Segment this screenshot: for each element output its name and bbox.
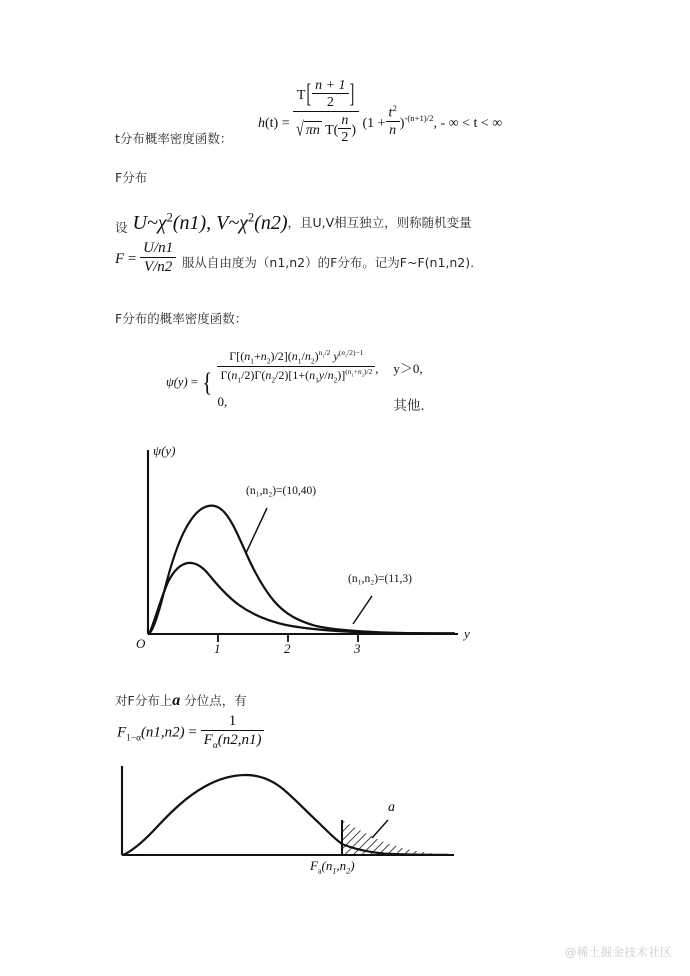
f-ratio-formula	[115, 240, 180, 276]
t-density-den-fraction	[338, 113, 351, 145]
f-density-branch2-value: 0,	[217, 393, 228, 409]
f-density-branch1-denominator: $\Gamma(n_1/2)\Gamma(n_2/2)[1+(n_1y/n_2)]^{(n_1+n_2)/2}$	[217, 366, 375, 384]
f-ratio-equals: =	[127, 251, 137, 268]
f-symbol: F	[115, 251, 125, 268]
f-density-x-axis-label: y	[464, 626, 470, 641]
t-density-caption: t分布概率密度函数：	[115, 131, 233, 146]
f-definition-tail-2: 服从自由度为（n1,n2）的F分布。记为F~F(n1,n2).	[181, 255, 475, 271]
f-density-origin-label: O	[136, 636, 146, 651]
alpha-caption-symbol: a	[172, 692, 181, 709]
annotation-10-40: (n₁,n₂)=(10,40)	[246, 485, 317, 497]
alpha-x-mark-f: F	[310, 858, 318, 873]
alpha-x-mark-arg: $(n_1,n_2)$	[321, 858, 355, 876]
f-density-chart	[120, 440, 490, 655]
alpha-tail-chart	[110, 758, 460, 883]
t-density-sqrt-arg: πn	[305, 123, 320, 139]
f-definition-tail-1: ，且U,V相互独立，则称随机变量	[287, 214, 472, 230]
alpha-caption-post: 分位点，有	[184, 693, 247, 708]
t-density-range: , - ∞ < t < ∞	[433, 115, 503, 131]
f-definition-chi-expression	[128, 212, 288, 234]
f-density-formula	[165, 348, 426, 417]
t-density-factor-open: (1 +	[362, 115, 386, 131]
piecewise-brace-icon: {	[202, 367, 213, 397]
t-density-factor-den: n	[386, 121, 400, 138]
chi-u: U~χ	[132, 211, 167, 234]
alpha-formula-denominator	[201, 730, 265, 751]
annotation-11-3: (n₁,n₂)=(11,3)	[348, 573, 412, 585]
f-ratio-numerator: U/n1	[143, 240, 174, 256]
alpha-quantile-caption	[115, 692, 247, 711]
alpha-tail-figure	[110, 758, 460, 883]
t-density-numerator	[293, 78, 359, 111]
t-density-formula	[258, 78, 502, 145]
alpha-formula-den-f: F	[203, 732, 213, 749]
x-tick-label-2: 2	[284, 641, 291, 656]
chi-u-arg: (n1),	[172, 211, 212, 234]
x-tick-label-1: 1	[214, 641, 221, 656]
f-definition-line-1	[115, 210, 472, 237]
t-density-equals: =	[281, 115, 290, 131]
f-density-branch2-condition: 其他.	[393, 397, 425, 414]
f-density-lhs: ψ(y)	[166, 375, 188, 390]
t-density-denominator: √ πn T( $\frac{n}{2}$ )	[293, 111, 359, 145]
t-density-main-fraction	[293, 78, 359, 145]
leader-line-11-3	[353, 596, 372, 624]
t-density-factor-num-base: t	[388, 105, 393, 121]
bracket-open-icon: [	[306, 81, 312, 110]
leader-line-10-40	[246, 508, 267, 553]
alpha-quantile-formula	[117, 713, 264, 751]
f-density-branch1-condition: y＞0,	[393, 360, 423, 376]
t-density-factor-num-exp: 2	[392, 103, 397, 114]
t-density-inner-den: 2	[312, 93, 348, 110]
alpha-x-mark-sub: a	[317, 866, 322, 876]
alpha-leader-line	[372, 820, 388, 838]
alpha-formula-equals: =	[188, 724, 197, 741]
f-density-y-axis-label: ψ(y)	[153, 443, 176, 458]
t-density-factor-close: )	[399, 115, 405, 131]
alpha-formula-den-arg: (n2,n1)	[217, 732, 262, 749]
f-distribution-heading: F分布	[115, 170, 148, 185]
f-ratio-denominator: V/n2	[140, 257, 176, 275]
f-density-figure	[120, 440, 490, 655]
f-density-caption: F分布的概率密度函数：	[115, 311, 248, 326]
chi-u-exponent: 2	[166, 210, 173, 224]
chi-v-arg: (n2)	[254, 211, 288, 234]
t-density-inner-num: n + 1	[315, 78, 346, 93]
t-density-den-num: n	[341, 113, 349, 129]
chi-v: V~χ	[216, 211, 248, 234]
alpha-caption-pre: 对F分布上	[115, 693, 173, 708]
alpha-formula-lhs-sub: 1−α	[126, 733, 141, 744]
f-density-equals: =	[190, 375, 198, 390]
watermark: @稀土掘金技术社区	[564, 945, 672, 959]
f-density-branch1-fraction	[217, 349, 375, 385]
f-definition-line-2	[115, 240, 474, 275]
t-density-den-den: 2	[338, 128, 351, 145]
alpha-formula-lhs: F	[117, 724, 127, 741]
alpha-density-curve	[123, 775, 448, 855]
gamma-symbol-2: T	[325, 123, 334, 139]
t-density-factor-num	[386, 104, 400, 121]
t-density-lhs-arg: (t)	[265, 115, 279, 131]
bracket-close-icon: ]	[349, 81, 355, 110]
alpha-formula-lhs-arg: (n1,n2)	[140, 724, 185, 741]
t-density-lhs: h	[258, 115, 265, 131]
gamma-symbol: T	[296, 87, 306, 103]
alpha-formula-fraction	[201, 713, 265, 751]
alpha-label: a	[388, 800, 395, 815]
alpha-formula-numerator: 1	[228, 713, 237, 729]
radical-icon: √	[296, 119, 304, 142]
chi-v-exponent: 2	[247, 210, 255, 224]
alpha-x-mark-label	[310, 858, 355, 876]
f-density-branch1-comma: ,	[375, 362, 379, 377]
alpha-formula-den-sub: α	[212, 741, 218, 752]
curve-10-40	[149, 506, 454, 634]
f-definition-lead: 设	[115, 219, 128, 235]
t-density-exponent: -(n+1)/2	[404, 113, 434, 124]
t-density-factor-fraction	[386, 104, 400, 138]
f-ratio-fraction	[140, 240, 176, 275]
x-tick-label-3: 3	[354, 641, 361, 656]
t-density-inner-fraction	[312, 78, 348, 110]
f-density-branch1-numerator: $\Gamma[(n_1+n_2)/2](n_1/n_2)^{n_1/2}$ $y^{(n_1/2)-1}$	[229, 348, 364, 366]
